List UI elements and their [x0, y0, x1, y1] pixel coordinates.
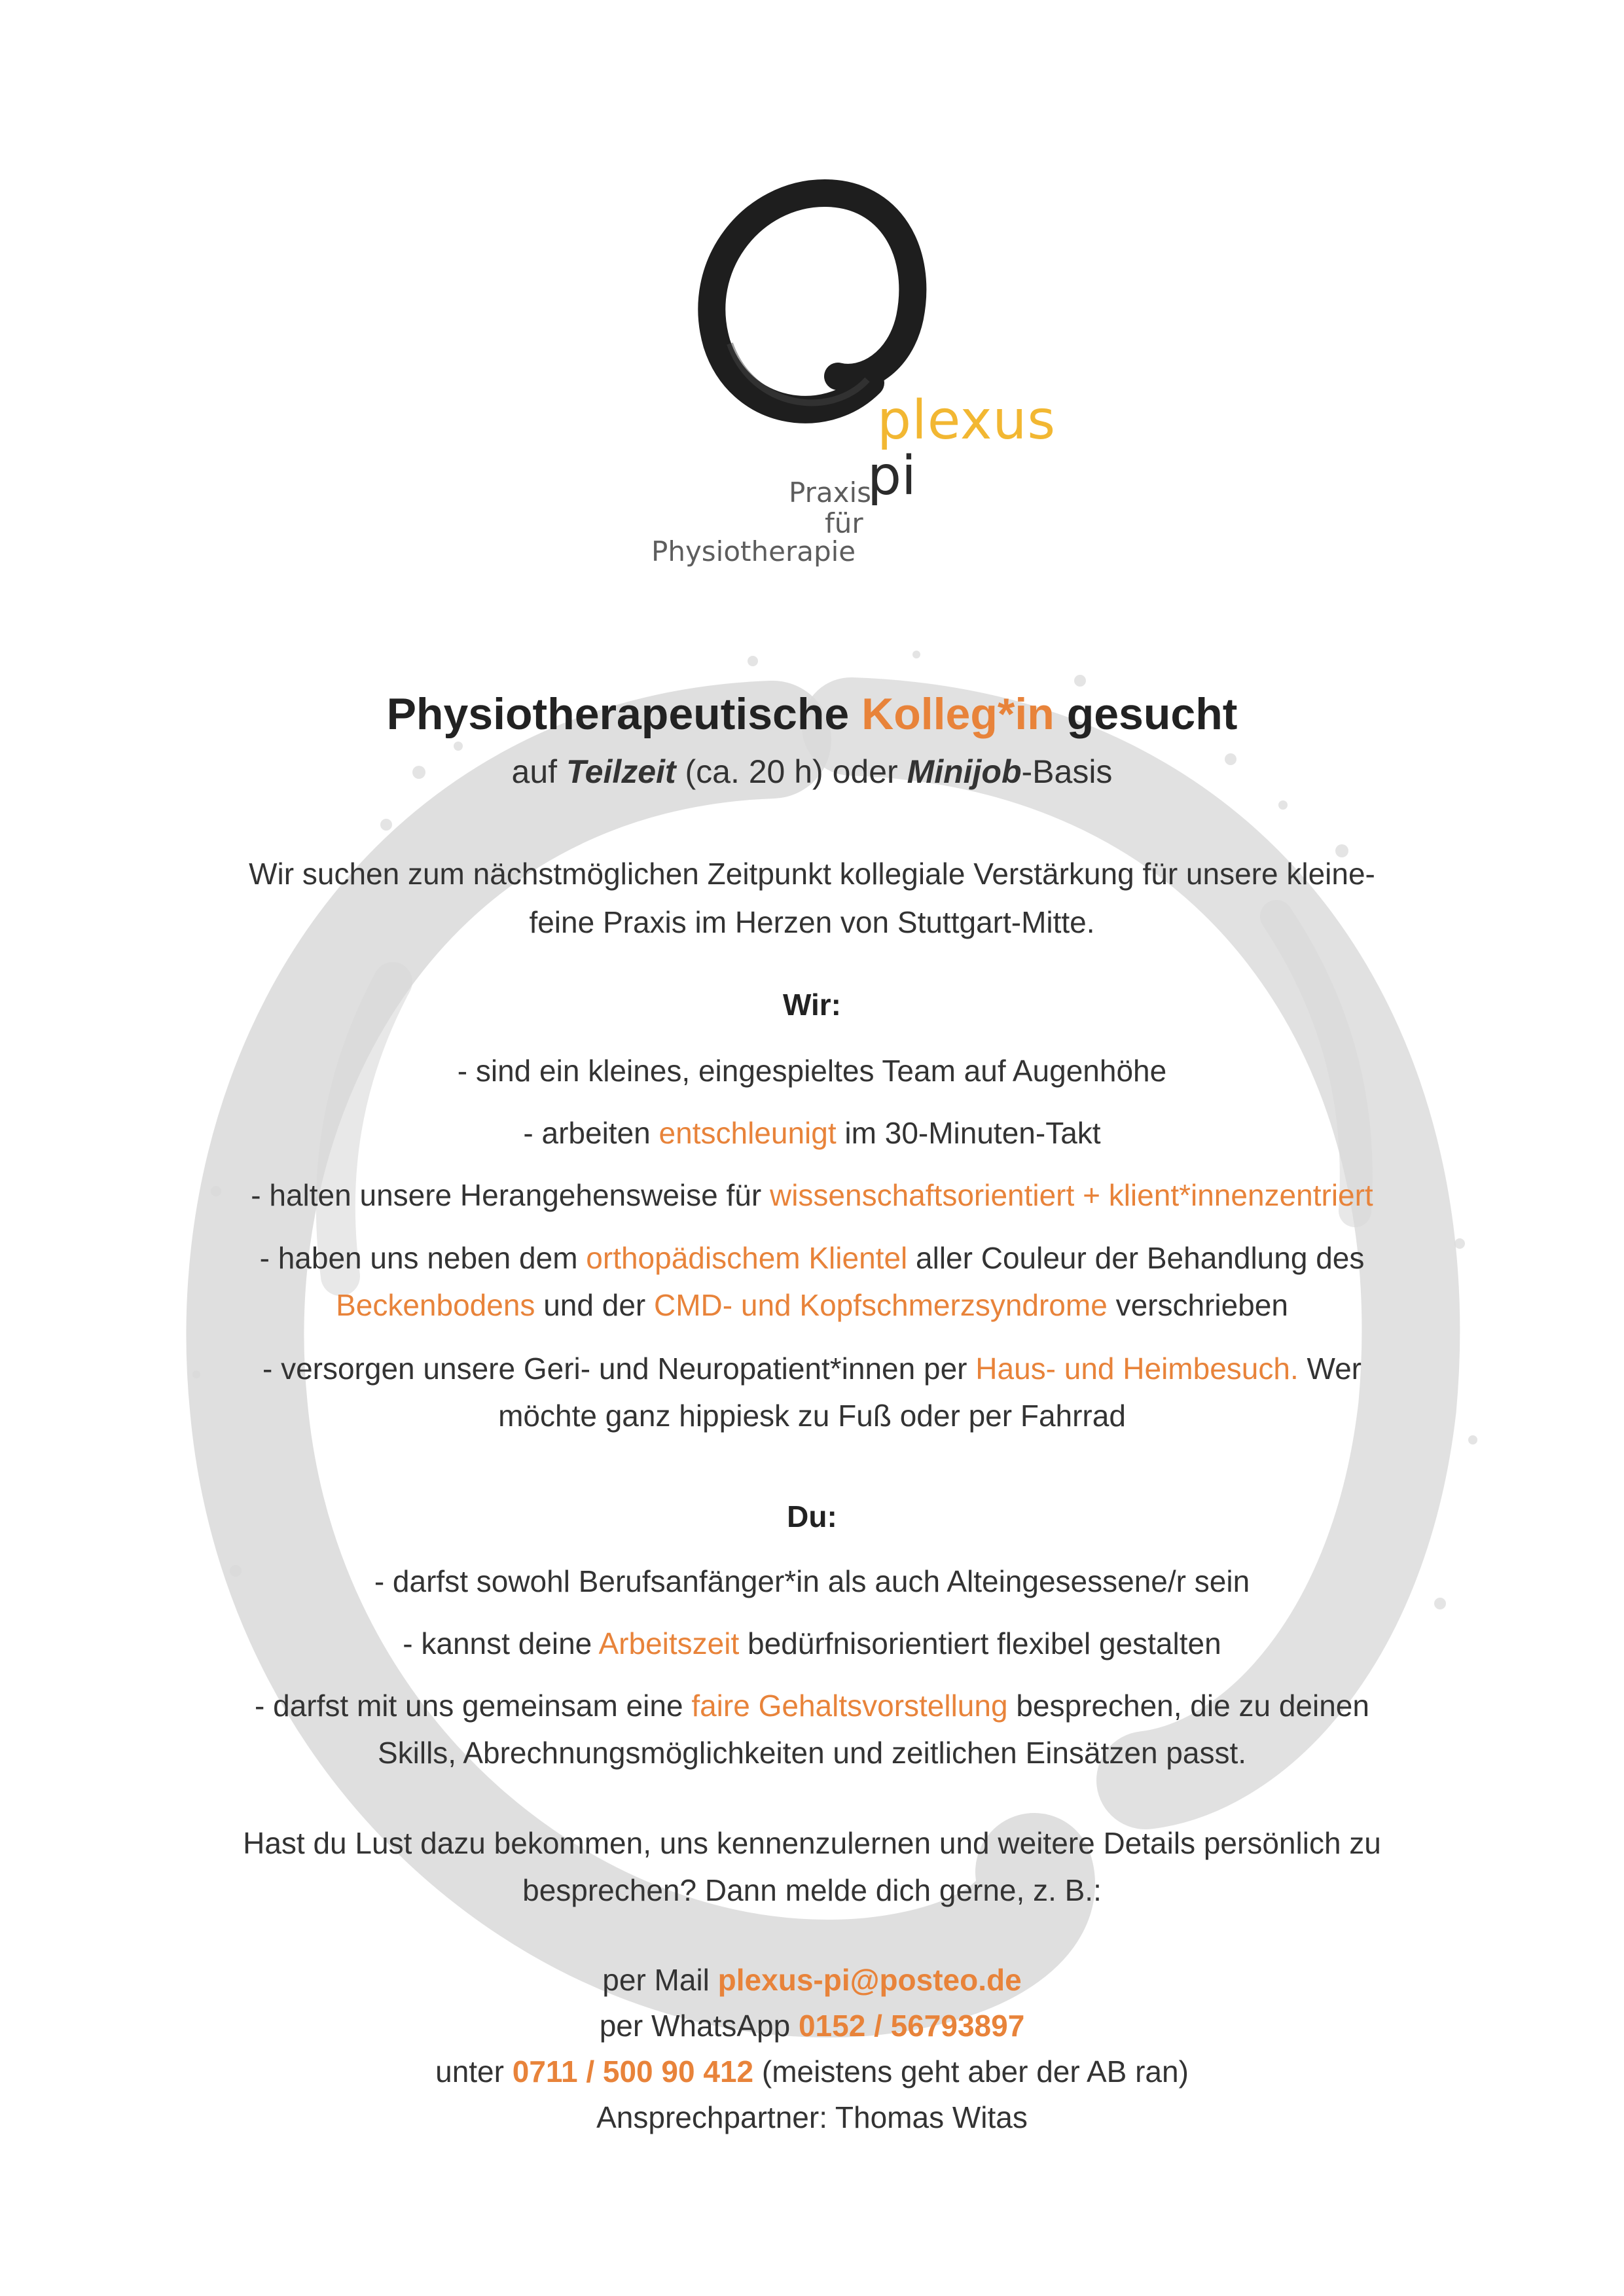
logo-brand-pi: pi: [867, 445, 916, 507]
subtitle-teilzeit: Teilzeit: [566, 753, 676, 790]
title-part2: gesucht: [1054, 689, 1238, 739]
wir-bullet: - sind ein kleines, eingespieltes Team auf Augenhöhe: [457, 1054, 1167, 1088]
subtitle-part1: auf: [511, 753, 566, 790]
bullet-text: - haben uns neben dem: [259, 1241, 586, 1275]
subtitle: [0, 753, 1624, 791]
bullet-text: - versorgen unsere Geri- und Neuropatient*innen per: [262, 1352, 976, 1386]
bullet-highlight: Arbeitszeit: [598, 1626, 740, 1660]
whatsapp-number[interactable]: 0152 / 56793897: [798, 2009, 1025, 2043]
bullet-highlight: wissenschaftsorientiert + klient*innenzentriert: [769, 1178, 1373, 1212]
cta-line: besprechen? Dann melde dich gerne, z. B.:: [522, 1873, 1102, 1907]
du-bullet: [0, 1620, 1624, 1667]
contact-label: per Mail: [602, 1963, 718, 1997]
bullet-highlight: faire Gehaltsvorstellung: [691, 1689, 1008, 1723]
contact-label: unter: [435, 2054, 513, 2089]
subtitle-minijob: Minijob: [907, 753, 1022, 790]
phone-number[interactable]: 0711 / 500 90 412: [512, 2054, 754, 2089]
contact-mail: [0, 1957, 1624, 2003]
bullet-highlight: orthopädischem Klientel: [586, 1241, 908, 1275]
bullet-text: verschrieben: [1107, 1288, 1288, 1322]
contact-block: [0, 1957, 1624, 2140]
section-title-wir: Wir:: [782, 988, 841, 1022]
bullet-highlight: Haus- und Heimbesuch.: [975, 1352, 1299, 1386]
logo-sub-physiotherapie: Physiotherapie: [651, 535, 856, 567]
logo-sub-fuer: für: [825, 507, 863, 539]
bullet-text: - darfst mit uns gemeinsam eine: [255, 1689, 692, 1723]
call-to-action: [0, 1820, 1624, 1914]
email-link[interactable]: plexus-pi@posteo.de: [717, 1963, 1022, 1997]
title-part1: Physiotherapeutische: [386, 689, 862, 739]
logo-sub-praxis: Praxis: [789, 476, 871, 509]
bullet-text: Skills, Abrechnungsmöglichkeiten und zeitlichen Einsätzen passt.: [377, 1736, 1247, 1770]
bullet-text: besprechen, die zu deinen: [1007, 1689, 1369, 1723]
bullet-text: - kannst deine: [403, 1626, 599, 1660]
bullet-highlight: entschleunigt: [659, 1116, 837, 1150]
page-title: [0, 689, 1624, 740]
du-bullet: - darfst sowohl Berufsanfänger*in als auch Alteingesessene/r sein: [374, 1564, 1250, 1598]
du-bullet: [0, 1682, 1624, 1776]
bullet-highlight: CMD- und Kopfschmerzsyndrome: [654, 1288, 1108, 1322]
intro-line: feine Praxis im Herzen von Stuttgart-Mitte.: [529, 905, 1095, 939]
bullet-text: - arbeiten: [523, 1116, 659, 1150]
bullet-highlight: Beckenbodens: [336, 1288, 535, 1322]
section-title-du: Du:: [787, 1499, 837, 1534]
logo-brand-plexus: plexus: [877, 389, 1056, 452]
bullet-text: aller Couleur der Behandlung des: [907, 1241, 1365, 1275]
wir-bullet: [0, 1345, 1624, 1439]
bullet-text: - halten unsere Herangehensweise für: [251, 1178, 770, 1212]
wir-bullet: [0, 1109, 1624, 1157]
intro-line: Wir suchen zum nächstmöglichen Zeitpunkt kollegiale Verstärkung für unsere kleine-: [249, 857, 1375, 891]
bullet-text: bedürfnisorientiert flexibel gestalten: [739, 1626, 1221, 1660]
bullet-text: im 30-Minuten-Takt: [836, 1116, 1101, 1150]
subtitle-part2: (ca. 20 h) oder: [676, 753, 907, 790]
intro-paragraph: [0, 850, 1624, 946]
phone-note: (meistens geht aber der AB ran): [753, 2054, 1189, 2089]
bullet-text: möchte ganz hippiesk zu Fuß oder per Fahrrad: [498, 1399, 1126, 1433]
contact-whatsapp: [0, 2003, 1624, 2049]
wir-bullet: [0, 1234, 1624, 1329]
contact-phone: [0, 2049, 1624, 2094]
bullet-text: Wer: [1298, 1352, 1362, 1386]
bullet-text: und der: [535, 1288, 654, 1322]
contact-person: Ansprechpartner: Thomas Witas: [596, 2100, 1028, 2134]
contact-label: per WhatsApp: [599, 2009, 799, 2043]
wir-bullet: [0, 1172, 1624, 1219]
title-accent: Kolleg*in: [861, 689, 1055, 739]
subtitle-part3: -Basis: [1021, 753, 1113, 790]
cta-line: Hast du Lust dazu bekommen, uns kennenzulernen und weitere Details persönlich zu: [243, 1826, 1381, 1860]
